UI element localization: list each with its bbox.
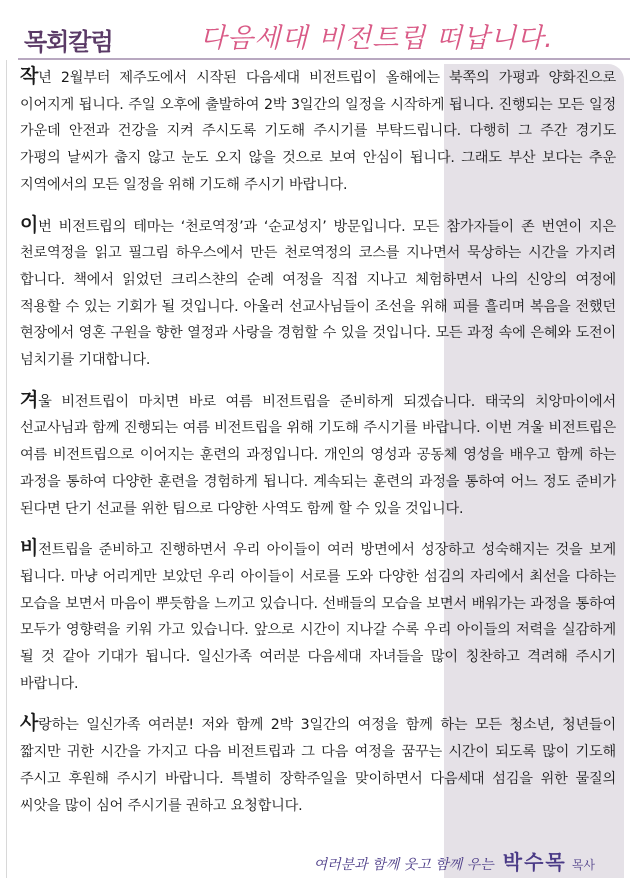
page-header <box>0 0 631 62</box>
paragraph <box>20 212 616 374</box>
paragraph <box>20 63 616 199</box>
paragraph-lead-letter: 비 <box>20 537 39 560</box>
paragraph-text: 랑하는 일신가족 여러분! 저와 함께 2박 3일간의 여정을 함께 하는 모든 청소년, 청년들이 짧지만 귀한 시간을 가지고 다음 비전트립과 그 다음 여정을 꿈꾸는 시간이 되도록 많이 기도해 주시고 후원해 주시기 바랍니다. 특별히 장학주일을 맞이하면서 다음세대 섬김을 위한 물질의 씨앗을 많이 심어 주시기를 권하고 요청합니다. <box>20 717 616 814</box>
paragraph-text: 전트립을 준비하고 진행하면서 우리 아이들이 여러 방면에서 성장하고 성숙해지는 것을 보게 됩니다. 마냥 어리게만 보았던 우리 아이들이 서로를 도와 다양한 섬김의 자리에서 최선을 다하는 모습을 보면서 마음이 뿌듯함을 느끼고 있습니다. 선배들의 모습을 보면서 배워가는 과정을 통하여 모두가 영향력을 키워 가고 있습니다. 앞으로 시간이 지나갈 수록 우리 아이들의 저력을 실감하게 될 것 같아 기대가 됩니다. 일신가족 여러분 다음세대 자녀들을 많이 칭찬하고 격려해 주시기 바랍니다. <box>20 542 616 692</box>
header-divider <box>18 58 630 60</box>
paragraph <box>20 710 616 819</box>
paragraph-text: 년 2월부터 제주도에서 시작된 다음세대 비전트립이 올해에는 북쪽의 가평과 양화진으로 이어지게 됩니다. 주일 오후에 출발하여 2박 3일간의 일정을 시작하게 됩니다. 진행되는 모든 일정 가운데 안전과 건강을 지켜 주시도록 기도해 주시기를 부탁드립니다. 다행히 그 주간 경기도 가평의 날씨가 춥지 않고 눈도 오지 않을 것으로 보여 안심이 됩니다. 그래도 부산 보다는 추운 지역에서의 모든 일정을 위해 기도해 주시기 바랍니다. <box>20 70 616 193</box>
author-signature <box>314 846 595 875</box>
paragraph-text: 울 비전트립이 마치면 바로 여름 비전트립을 준비하게 되겠습니다. 태국의 치앙마이에서 선교사님과 함께 진행되는 여름 비전트립을 위해 기도해 주시기를 바랍니다. 이번 겨울 비전트립은 여름 비전트립으로 이어지는 훈련의 과정입니다. 개인의 영성과 공동체 영성을 배우고 함께 하는 과정을 통하여 다양한 훈련을 경험하게 됩니다. 계속되는 훈련의 과정을 통하여 어느 정도 준비가 된다면 단기 선교를 위한 팀으로 다양한 사역도 함께 할 수 있을 것입니다. <box>20 393 616 517</box>
author-title: 목사 <box>571 858 595 872</box>
paragraph-lead-letter: 이 <box>20 213 39 236</box>
signature-phrase: 여러분과 함께 웃고 함께 우는 <box>313 857 494 873</box>
paragraph-text: 번 비전트립의 테마는 ‘천로역정’과 ‘순교성지’ 방문입니다. 모든 참가자들이 존 번연이 지은 천로역정을 읽고 필그림 하우스에서 만든 천로역정의 코스를 지나면서 묵상하는 시간을 가지려 합니다. 책에서 읽었던 크리스챤의 순례 여정을 직접 지나고 체험하면서 나의 신앙의 여정에 적용할 수 있는 기회가 될 것입니다. 아울러 선교사님들이 조선을 위해 피를 흘리며 복음을 전했던 현장에서 영혼 구원을 향한 열정과 사랑을 경험할 수 있을 것입니다. 모든 과정 속에 은혜와 도전이 넘치기를 기대합니다. <box>20 218 616 369</box>
paragraph-lead-letter: 겨 <box>20 388 39 411</box>
paragraph-lead-letter: 사 <box>20 712 39 735</box>
page-border <box>6 60 7 878</box>
paragraph-lead-letter: 작 <box>20 65 39 87</box>
author-name: 박수목 <box>502 850 567 874</box>
article-body <box>20 63 616 832</box>
paragraph <box>20 535 616 697</box>
page-title: 다음세대 비전트립 떠납니다. <box>200 23 554 54</box>
paragraph <box>20 387 616 523</box>
column-label: 목회칼럼 <box>24 28 113 56</box>
